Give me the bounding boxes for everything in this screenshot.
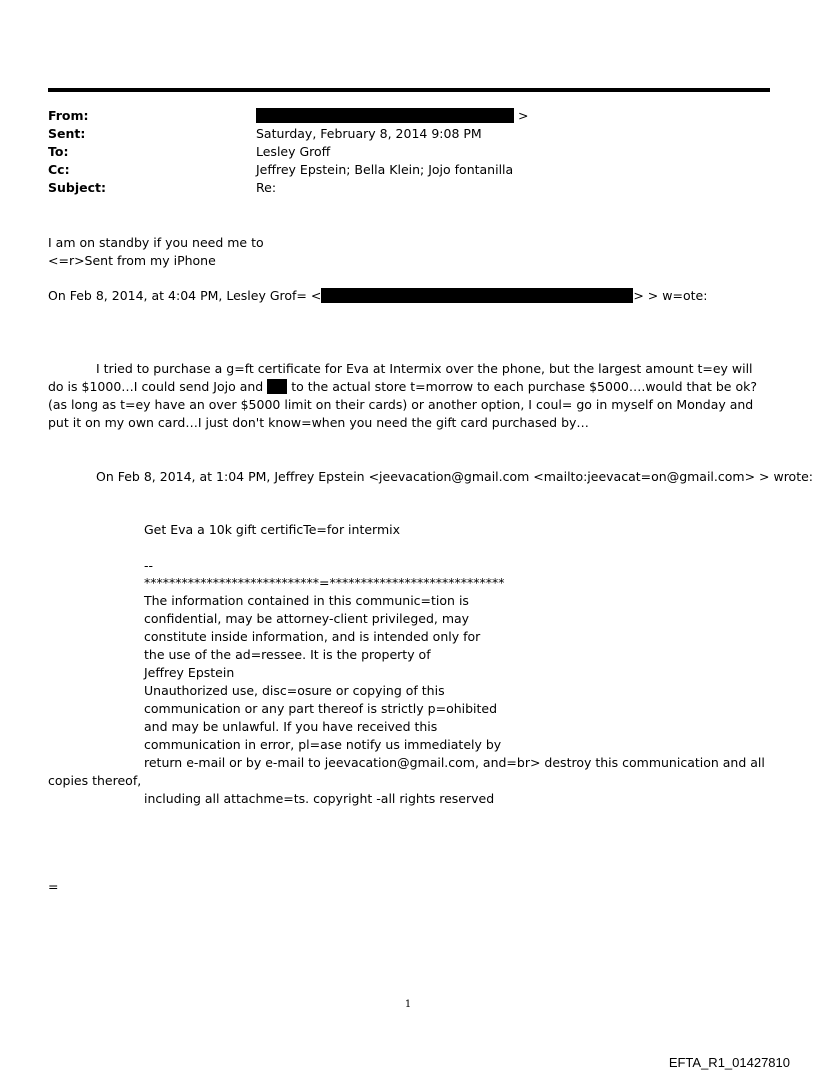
page-number: 1	[404, 999, 412, 1010]
instruction-line: Get Eva a 10k gift certificTe=for intermix	[144, 522, 401, 537]
sent-value: Saturday, February 8, 2014 9:08 PM	[256, 126, 482, 141]
disclaimer-block	[144, 592, 765, 772]
quote-header-jeffrey: On Feb 8, 2014, at 1:04 PM, Jeffrey Epstein <jeevacation@gmail.com <mailto:jeevacat=on@gmail.com> > wrote:	[96, 469, 814, 484]
subject-value: Re:	[256, 180, 277, 195]
sent-label: Sent:	[48, 126, 86, 141]
body-line-sent-from: <=r>Sent from my iPhone	[48, 253, 216, 268]
disclaimer-line: confidential, may be attorney-client privileged, may	[144, 611, 470, 626]
body-line-standby: I am on standby if you need me to	[48, 235, 264, 250]
disclaimer-wrap-tail: copies thereof,	[48, 773, 142, 788]
from-suffix: >	[517, 108, 529, 123]
lesley-message	[48, 360, 768, 432]
redaction-box	[267, 379, 287, 394]
quote-header-lesley	[48, 287, 707, 305]
disclaimer-last-line: including all attachme=ts. copyright -all rights reserved	[144, 791, 495, 806]
trailing-equals: =	[48, 879, 59, 894]
disclaimer-line: The information contained in this communic=tion is	[144, 593, 469, 608]
disclaimer-line: and may be unlawful. If you have received this	[144, 719, 438, 734]
lesley-message-part1: I tried to purchase a g=ft certificate for Eva at Intermix over the phone, but the largest amount t=ey will do is $1000…I could send Jojo and	[48, 361, 753, 394]
to-value: Lesley Groff	[256, 144, 331, 159]
document-id: EFTA_R1_01427810	[668, 1055, 790, 1070]
signature-dash: --	[144, 558, 154, 573]
quote-header-prefix: On Feb 8, 2014, at 4:04 PM, Lesley Grof= <	[48, 288, 322, 303]
quote-header-suffix: > > w=ote:	[633, 288, 708, 303]
disclaimer-line: constitute inside information, and is intended only for	[144, 629, 481, 644]
to-label: To:	[48, 144, 69, 159]
subject-label: Subject:	[48, 180, 106, 195]
disclaimer-line: Unauthorized use, disc=osure or copying of this	[144, 683, 445, 698]
disclaimer-line: communication or any part thereof is strictly p=ohibited	[144, 701, 498, 716]
disclaimer-line: return e-mail or by e-mail to jeevacation@gmail.com, and=br> destroy this communication and all	[144, 755, 765, 770]
cc-value: Jeffrey Epstein; Bella Klein; Jojo fontanilla	[256, 162, 514, 177]
disclaimer-line: the use of the ad=ressee. It is the property of	[144, 647, 431, 662]
lesley-message-part2: to the actual store t=morrow to each purchase $5000….would that be ok? (as long as t=ey have an over $5000 limit on their cards) or another option, I coul= go in myself on Monday and put it on my own card…I just don't know=when you need the gift card purchased by…	[48, 379, 757, 430]
disclaimer-line: communication in error, pl=ase notify us immediately by	[144, 737, 502, 752]
signature-stars: ****************************=****************************	[144, 575, 505, 590]
redaction-box	[321, 288, 633, 303]
disclaimer-line: Jeffrey Epstein	[144, 665, 235, 680]
header-rule	[48, 88, 770, 92]
from-label: From:	[48, 108, 89, 123]
redaction-box	[256, 108, 514, 123]
from-value	[256, 107, 528, 125]
cc-label: Cc:	[48, 162, 70, 177]
